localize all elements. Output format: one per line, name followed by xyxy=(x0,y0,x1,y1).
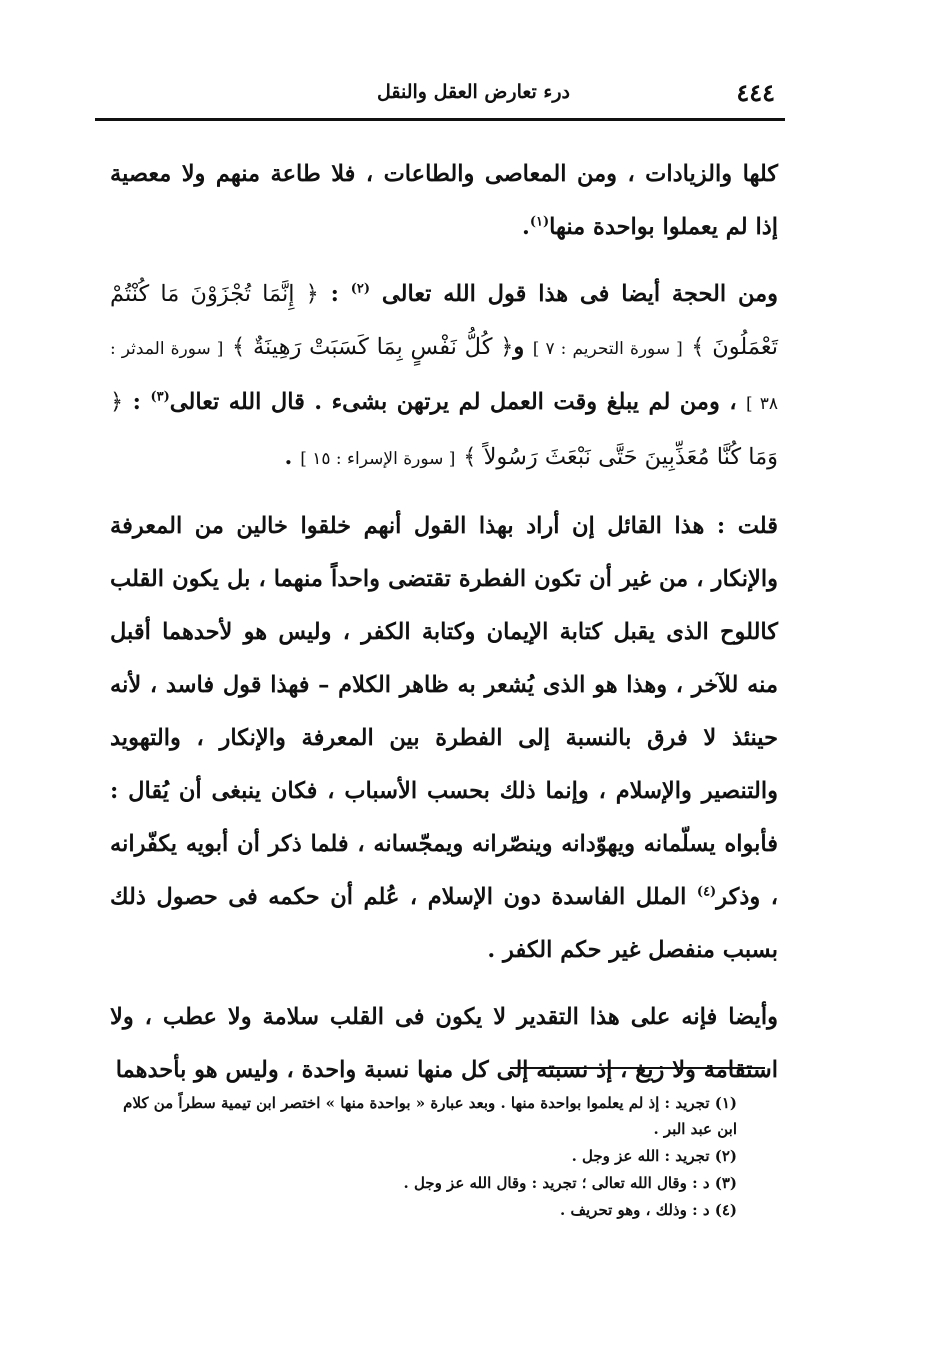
footnote-1: (١) تجريد : إذ لم يعلموا بواحدة منها . وبعد عبارة « بواحدة منها » اختصر ابن تيمية سطراً من كلام ابن عبد البر . xyxy=(123,1094,737,1138)
paragraph-text: : xyxy=(123,389,151,415)
paragraph-text: كلها والزيادات ، ومن المعاصى والطاعات ، فلا طاعة منهم ولا معصية إذا لم يعملوا بواحدة منها xyxy=(110,161,778,240)
paragraph-text: ، ومن لم يبلغ وقت العمل لم يرتهن بشىء . قال الله تعالى xyxy=(169,389,747,415)
surah-reference-1: [ سورة التحريم : ٧ ] xyxy=(532,339,683,359)
footnote-ref-3: (٣) xyxy=(150,389,170,405)
paragraph-1 xyxy=(110,148,778,254)
footnote-ref-2: (٢) xyxy=(350,281,371,297)
quran-verse-2: ﴿ كُلُّ نَفْسٍ بِمَا كَسَبَتْ رَهِينَةٌ ﴾ xyxy=(231,334,514,360)
surah-reference-2: [ سورة المدثر : ٣٨ ] xyxy=(110,339,778,414)
paragraph-text: وأيضا فإنه على هذا التقدير لا يكون فى القلب سلامة ولا عطب ، ولا استقامة ولا زيغ ، إذ نسبته إلى كل منها نسبة واحدة ، وليس هو بأحدهما xyxy=(110,1004,778,1083)
surah-reference-3: [ سورة الإسراء : ١٥ ] xyxy=(300,449,456,469)
paragraph-text: و xyxy=(513,334,533,360)
qultu-heading: قلت xyxy=(737,513,778,539)
paragraph-tail: . xyxy=(284,444,301,470)
quran-verse-1: ﴿ إِنَّمَا تُجْزَوْنَ مَا كُنْتُمْ تَعْمَلُونَ ﴾ xyxy=(110,281,778,360)
footnote-ref-1: (١) xyxy=(529,214,550,230)
paragraph-3 xyxy=(110,500,778,977)
paragraph-text: الملل الفاسدة دون الإسلام ، عُلم أن حكمه فى حصول ذلك بسبب منفصل غير حكم الكفر . xyxy=(110,884,778,963)
footnote-3: (٣) د : وقال الله تعالى ؛ تجريد : وقال الله عز وجل . xyxy=(403,1174,737,1192)
header-rule xyxy=(95,118,785,121)
footnotes xyxy=(112,1090,737,1224)
page-number: ٤٤٤ xyxy=(736,78,775,107)
page-header xyxy=(95,72,785,116)
paragraph-text: ومن الحجة أيضا فى هذا قول الله تعالى xyxy=(381,281,778,307)
paragraph-text: : xyxy=(318,281,351,307)
main-text xyxy=(110,148,778,1111)
paragraph-2 xyxy=(110,268,778,486)
paragraph-4 xyxy=(110,991,778,1097)
paragraph-text: : هذا القائل إن أراد بهذا القول أنهم خلقوا خالين من المعرفة والإنكار ، من غير أن تكون الفطرة تقتضى واحداً منهما ، بل يكون القلب كاللوح الذى يقبل كتابة الإيمان وكتابة الكفر ، وليس هو لأحدهما أقبل منه للآخر ، وهذا هو الذى يُشعر به ظاهر الكلام – فهذا قول فاسد ، لأنه حينئذ لا فرق بالنسبة إلى الفطرة بين المعرفة والإنكار ، والتهويد والتنصير والإسلام ، وإنما ذلك بحسب الأسباب ، فكان ينبغى أن يُقال : فأبواه يسلّمانه ويهوّدانه وينصّرانه ويمجّسانه ، فلما ذكر أن أبويه يكفّرانه ، وذكر xyxy=(110,513,779,910)
running-title: درء تعارض العقل والنقل xyxy=(376,81,570,103)
footnote-ref-4: (٤) xyxy=(696,884,717,900)
footnote-rule xyxy=(510,1067,765,1069)
quran-verse-3: ﴿ وَمَا كُنَّا مُعَذِّبِينَ حَتَّى نَبْعَثَ رَسُولاً ﴾ xyxy=(110,389,778,470)
footnote-2: (٢) تجريد : الله عز وجل . xyxy=(571,1147,737,1165)
footnote-4: (٤) د : وذلك ، وهو تحريف . xyxy=(560,1201,737,1219)
paragraph-tail: . xyxy=(522,214,530,240)
